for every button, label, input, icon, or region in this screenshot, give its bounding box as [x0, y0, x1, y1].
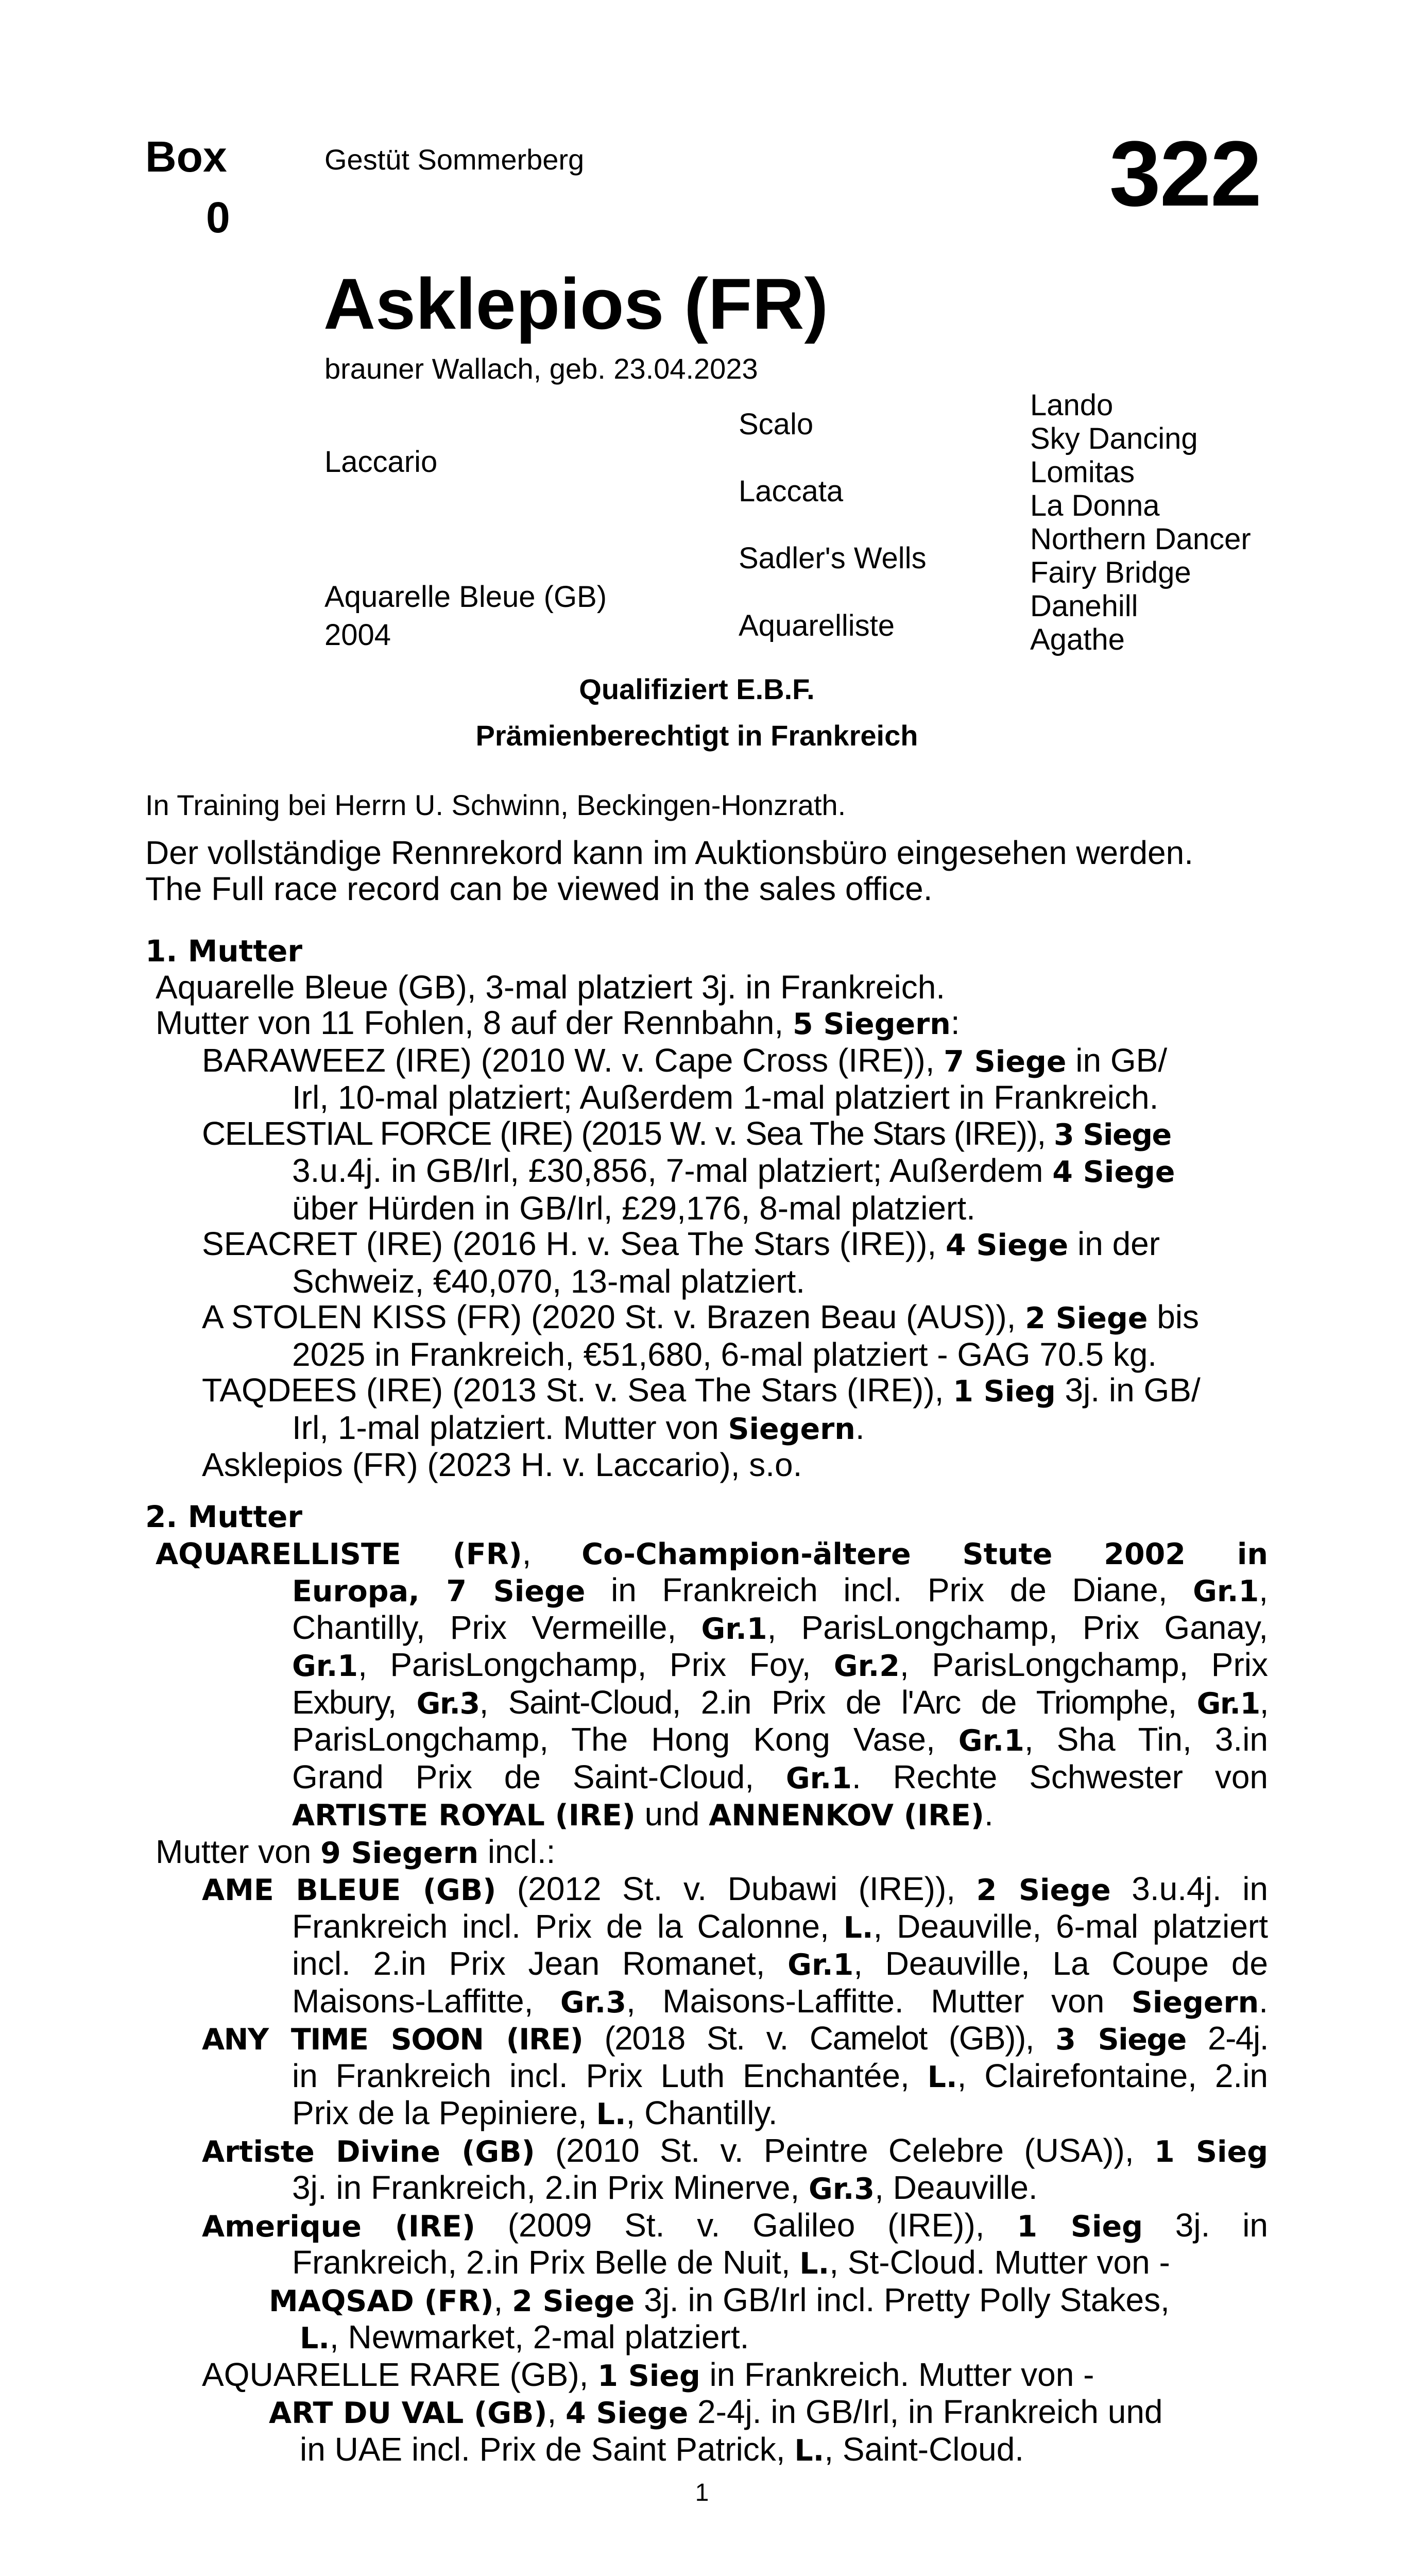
text-run: in Frankreich incl. Prix Luth Enchantée,: [292, 2057, 928, 2094]
bold-text: Gr.2: [833, 1649, 900, 1683]
bold-text: 7 Siege: [944, 1044, 1067, 1079]
text-line: [145, 2058, 1268, 2096]
bold-text: 1 Sieg: [1017, 2209, 1143, 2244]
pedigree-ggp: Lando: [1030, 388, 1114, 422]
text-run: (2009 St. v. Galileo (IRE)),: [475, 2206, 1017, 2244]
offspring-entry: [145, 1116, 1268, 1227]
second-dam-section: [145, 1499, 1268, 2469]
first-dam-produce: [145, 1005, 1268, 1043]
text-line: [145, 1685, 1268, 1722]
text-line: [145, 1410, 1268, 1448]
text-line: [145, 1043, 1268, 1080]
box-label: Box: [145, 132, 227, 181]
text-run: , Chantilly.: [626, 2094, 778, 2131]
text-run: (2010 St. v. Peintre Celebre (USA)),: [535, 2131, 1154, 2169]
pedigree-ggp: Lomitas: [1030, 455, 1135, 489]
bold-text: 3 Siege: [1053, 1117, 1171, 1152]
pedigree-ggp: Sky Dancing: [1030, 422, 1198, 455]
text-run: .: [1259, 1982, 1269, 2020]
second-dam-produce: [145, 1834, 1268, 1872]
text-run: Grand Prix de Saint-Cloud,: [292, 1758, 786, 1795]
qualification-ebf: Qualifiziert E.B.F.: [579, 673, 815, 705]
text-run: und: [635, 1795, 709, 1833]
text-run: , Deauville.: [875, 2169, 1038, 2206]
bold-text: AQUARELLISTE (FR): [156, 1537, 522, 1571]
text-line: [145, 1299, 1268, 1337]
text-run: 2-4j. in GB/Irl, in Frankreich und: [688, 2393, 1163, 2430]
bold-text: Gr.3: [416, 1686, 480, 1721]
text-line: [145, 2208, 1268, 2245]
text-run: Irl, 1-mal platziert. Mutter von: [292, 1409, 728, 1446]
text-run: über Hürden in GB/Irl, £29,176, 8-mal platziert.: [292, 1189, 975, 1227]
text-run: , Clairefontaine, 2.in: [957, 2057, 1269, 2094]
text-run: AQUARELLE RARE (GB),: [202, 2355, 598, 2393]
text-run: 3j. in Frankreich, 2.in Prix Minerve,: [292, 2169, 809, 2206]
pedigree-ggp: Agathe: [1030, 623, 1125, 656]
bold-text: Gr.3: [809, 2172, 875, 2206]
text-run: A STOLEN KISS (FR) (2020 St. v. Brazen Beau (AUS)),: [202, 1298, 1025, 1335]
bold-text: ANY TIME SOON (IRE): [202, 2023, 583, 2057]
offspring-entry: [145, 1043, 1268, 1116]
pedigree-dam: Aquarelle Bleue (GB): [324, 580, 607, 614]
text-run: BARAWEEZ (IRE) (2010 W. v. Cape Cross (IRE)),: [202, 1041, 944, 1079]
text-run: Schweiz, €40,070, 13-mal platziert.: [292, 1262, 806, 1300]
bold-text: 4 Siege: [945, 1228, 1069, 1262]
race-record-note-en: The Full race record can be viewed in the sales office.: [145, 870, 933, 907]
pedigree-sire: Laccario: [324, 445, 438, 479]
pedigree-ggp: La Donna: [1030, 489, 1160, 522]
text-run: Mutter von 11 Fohlen, 8 auf der Rennbahn,: [156, 1004, 793, 1041]
offspring-entry: [145, 1447, 1268, 1483]
text-run: bis: [1148, 1298, 1199, 1335]
text-run: Frankreich, 2.in Prix Belle de Nuit,: [292, 2244, 800, 2281]
text-line: [145, 1909, 1268, 1946]
bold-text: MAQSAD (FR): [269, 2284, 494, 2318]
bold-text: Gr.1: [958, 1724, 1024, 1758]
text-run: (2012 St. v. Dubawi (IRE)),: [496, 1870, 977, 1907]
pedigree-sire-dam: Laccata: [739, 474, 844, 508]
text-line: [145, 1871, 1268, 1909]
bold-text: 2 Siege: [976, 1873, 1111, 1907]
text-run: , Maisons-Laffitte. Mutter von: [626, 1982, 1132, 2020]
bold-text: ART DU VAL (GB): [269, 2396, 547, 2430]
text-run: 3.u.4j. in: [1110, 1870, 1269, 1907]
text-run: ,: [1259, 1571, 1269, 1608]
text-run: Asklepios (FR) (2023 H. v. Laccario), s.o.: [202, 1446, 802, 1483]
bold-text: 3 Siege: [1055, 2023, 1186, 2057]
horse-description: brauner Wallach, geb. 23.04.2023: [324, 352, 758, 385]
text-run: , Newmarket, 2-mal platziert.: [329, 2318, 749, 2355]
bold-text: 1 Sieg: [1154, 2134, 1269, 2169]
text-run: 2-4j.: [1186, 2020, 1269, 2057]
text-line: [145, 2394, 1268, 2432]
box-number: 0: [206, 193, 230, 242]
text-line: [145, 1372, 1268, 1410]
text-line: [145, 1116, 1268, 1154]
text-run: ,: [493, 2281, 512, 2318]
bold-text: 4 Siege: [1052, 1155, 1175, 1189]
offspring-entry: [145, 1871, 1268, 2021]
text-run: 3.u.4j. in GB/Irl, £30,856, 7-mal platziert; Außerdem: [292, 1152, 1053, 1189]
text-line: [145, 1226, 1268, 1264]
text-line: [145, 1153, 1268, 1191]
training-info: In Training bei Herrn U. Schwinn, Beckingen-Honzrath.: [145, 789, 846, 821]
text-line: [145, 1984, 1268, 2021]
text-run: .: [984, 1795, 994, 1833]
bold-text: 9 Siegern: [320, 1836, 479, 1870]
bold-text: ANNENKOV (IRE): [709, 1799, 984, 1833]
text-run: Frankreich incl. Prix de la Calonne,: [292, 1907, 844, 1945]
bold-text: Gr.1: [292, 1649, 358, 1683]
first-dam-heading: 1. Mutter: [145, 934, 302, 969]
bold-text: 2 Siege: [1025, 1301, 1148, 1335]
bold-text: L.: [794, 2433, 825, 2468]
offspring-entry: [145, 2357, 1268, 2469]
second-dam-heading: 2. Mutter: [145, 1499, 302, 1534]
bold-text: AME BLEUE (GB): [202, 1873, 496, 1907]
text-line: [145, 2319, 1268, 2357]
pedigree-ggp: Fairy Bridge: [1030, 556, 1191, 589]
bold-text: Amerique (IRE): [202, 2209, 475, 2244]
text-run: in Frankreich incl. Prix de Diane,: [585, 1571, 1193, 1608]
bold-text: L.: [596, 2097, 626, 2131]
text-run: .: [855, 1409, 865, 1446]
text-line: [145, 1572, 1268, 1610]
lot-number: 322: [1109, 122, 1261, 226]
text-run: 2025 in Frankreich, €51,680, 6-mal platziert - GAG 70.5 kg.: [292, 1335, 1157, 1373]
offspring-entry: [145, 1226, 1268, 1299]
text-run: , Deauville, 6-mal platziert: [873, 1907, 1269, 1945]
bold-text: L.: [300, 2321, 330, 2355]
text-run: Irl, 10-mal platziert; Außerdem 1-mal platziert in Frankreich.: [292, 1079, 1159, 1116]
text-run: 3j. in GB/: [1055, 1371, 1201, 1409]
text-line: [145, 1759, 1268, 1797]
text-run: incl. 2.in Prix Jean Romanet,: [292, 1945, 788, 1982]
text-run: Chantilly, Prix Vermeille,: [292, 1608, 701, 1646]
bold-text: Europa, 7 Siege: [292, 1574, 586, 1608]
text-line: [145, 2133, 1268, 2171]
bold-text: 1 Sieg: [953, 1375, 1056, 1409]
pedigree-dam-year: 2004: [324, 618, 391, 652]
text-run: (2018 St. v. Camelot (GB)),: [583, 2020, 1056, 2057]
bold-text: L.: [927, 2060, 957, 2094]
text-run: SEACRET (IRE) (2016 H. v. Sea The Stars (IRE)),: [202, 1225, 946, 1262]
page-number: 1: [695, 2479, 709, 2506]
offspring-entry: [145, 2208, 1268, 2357]
text-line: [145, 1535, 1268, 1573]
second-dam-description: [145, 1535, 1268, 1834]
text-run: 3j. in: [1142, 2206, 1269, 2244]
text-run: in GB/: [1066, 1041, 1168, 1079]
first-dam-section: [145, 934, 1268, 1483]
offspring-entry: [145, 1372, 1268, 1447]
text-line: [145, 1610, 1268, 1648]
text-run: Exbury,: [292, 1683, 417, 1721]
bold-text: 2 Siege: [512, 2284, 635, 2318]
text-run: Prix de la Pepiniere,: [292, 2094, 596, 2131]
text-run: , Saint-Cloud, 2.in Prix de l'Arc de Triomphe,: [479, 1683, 1197, 1721]
text-run: , Deauville, La Coupe de: [853, 1945, 1269, 1982]
text-run: . Rechte Schwester von: [851, 1758, 1268, 1795]
text-run: ParisLongchamp, The Hong Kong Vase,: [292, 1721, 958, 1758]
bold-text: L.: [843, 1910, 874, 1945]
pedigree-sire-sire: Scalo: [739, 408, 814, 441]
text-line: [145, 1797, 1268, 1834]
bold-text: Siegern: [728, 1412, 855, 1446]
text-run: , ParisLongchamp, Prix Ganay,: [767, 1608, 1268, 1646]
text-run: , ParisLongchamp, Prix: [899, 1646, 1269, 1683]
race-record-note: [145, 835, 1404, 907]
text-line: [145, 1722, 1268, 1759]
pedigree-dam-dam: Aquarelliste: [739, 609, 895, 642]
offspring-entry: [145, 2133, 1268, 2208]
text-run: CELESTIAL FORCE (IRE) (2015 W. v. Sea The Stars (IRE)),: [202, 1114, 1054, 1152]
text-run: 3j. in GB/Irl incl. Pretty Polly Stakes,: [635, 2281, 1170, 2318]
bold-text: Gr.1: [701, 1612, 767, 1646]
bold-text: 5 Siegern: [792, 1007, 951, 1041]
text-line: [145, 2357, 1268, 2395]
text-run: :: [950, 1004, 960, 1041]
text-run: Maisons-Laffitte,: [292, 1982, 560, 2020]
pedigree-dam-sire: Sadler's Wells: [739, 541, 927, 575]
text-line: [145, 2170, 1268, 2208]
bold-text: Gr.1: [787, 1948, 854, 1982]
first-dam-intro: Aquarelle Bleue (GB), 3-mal platziert 3j. in Frankreich.: [156, 968, 946, 1006]
bold-text: Co-Champion-ältere Stute 2002 in: [581, 1537, 1268, 1571]
offspring-entry: [145, 1299, 1268, 1372]
text-run: incl.:: [478, 1833, 556, 1870]
text-run: ,: [522, 1534, 582, 1571]
pedigree-ggp: Danehill: [1030, 589, 1138, 623]
text-run: , Sha Tin, 3.in: [1024, 1721, 1269, 1758]
bold-text: ARTISTE ROYAL (IRE): [292, 1799, 636, 1833]
offspring-entry: [145, 2021, 1268, 2133]
text-run: , Saint-Cloud.: [824, 2430, 1024, 2468]
text-line: [145, 1946, 1268, 1984]
text-line: [145, 2432, 1268, 2469]
text-run: TAQDEES (IRE) (2013 St. v. Sea The Stars (IRE)),: [202, 1371, 953, 1409]
bold-text: 1 Sieg: [597, 2359, 700, 2393]
text-run: ,: [547, 2393, 566, 2430]
bold-text: Gr.1: [785, 1761, 852, 1795]
text-run: Mutter von: [156, 1833, 321, 1870]
text-line: [145, 2245, 1268, 2282]
text-line: [145, 2021, 1268, 2058]
qualification-premium: Prämienberechtigt in Frankreich: [475, 719, 918, 752]
text-line: [145, 1647, 1268, 1685]
bold-text: Gr.1: [1196, 1686, 1260, 1721]
race-record-note-de: Der vollständige Rennrekord kann im Auktionsbüro eingesehen werden.: [145, 834, 1193, 871]
text-run: in der: [1068, 1225, 1160, 1262]
bold-text: Artiste Divine (GB): [202, 2134, 535, 2169]
horse-name: Asklepios (FR): [323, 263, 829, 344]
text-line: [145, 2282, 1268, 2320]
bold-text: Gr.1: [1193, 1574, 1259, 1608]
bold-text: L.: [799, 2247, 830, 2281]
text-run: , St-Cloud. Mutter von -: [829, 2244, 1170, 2281]
text-line: [145, 2095, 1268, 2133]
pedigree-ggp: Northern Dancer: [1030, 522, 1251, 556]
bold-text: Siegern: [1131, 1985, 1259, 2020]
bold-text: 4 Siege: [566, 2396, 689, 2430]
text-run: ,: [1259, 1683, 1269, 1721]
bold-text: Gr.3: [560, 1985, 626, 2020]
text-run: in UAE incl. Prix de Saint Patrick,: [300, 2430, 795, 2468]
text-run: in Frankreich. Mutter von -: [700, 2355, 1094, 2393]
consignor: Gestüt Sommerberg: [324, 143, 585, 176]
text-run: , ParisLongchamp, Prix Foy,: [358, 1646, 834, 1683]
